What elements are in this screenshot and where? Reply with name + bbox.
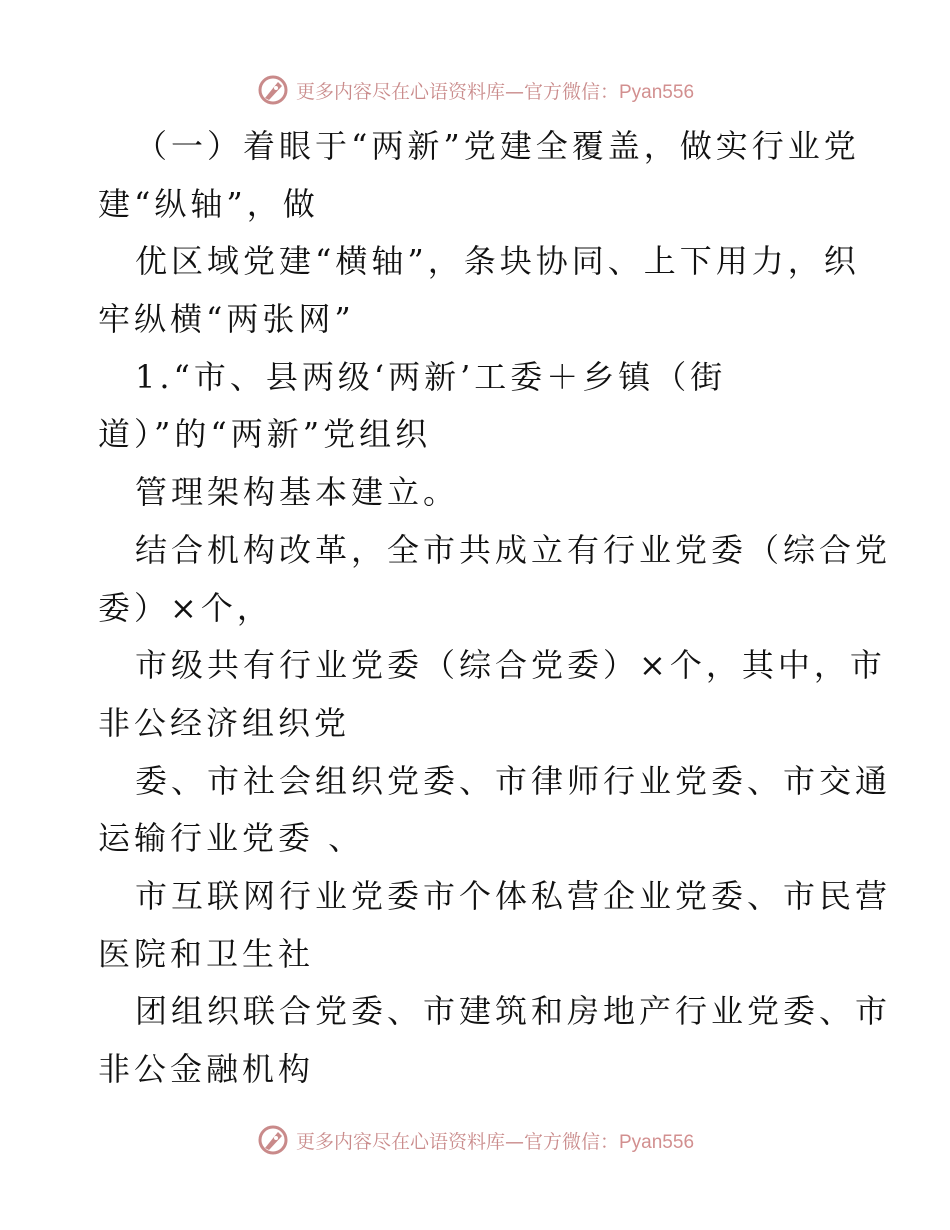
watermark-text — [296, 77, 694, 104]
text-line: 委）×个， — [98, 588, 273, 627]
watermark-wechat-id: Pyan556 — [619, 1131, 695, 1153]
text-line: 1.“市、县两级‘两新’工委＋乡镇（街 — [135, 357, 727, 396]
text-line: （一）着眼于“两新”党建全覆盖，做实行业党 — [135, 127, 860, 165]
text-line: 管理架构基本建立。 — [135, 473, 460, 512]
text-line: 医院和卫生社 — [98, 934, 315, 973]
watermark-label: 更多内容尽在心语资料库—官方微信： — [295, 80, 619, 103]
document-body — [98, 118, 892, 1099]
watermark-text — [296, 1127, 694, 1154]
watermark-wechat-id: Pyan556 — [619, 81, 695, 103]
text-line: 运输行业党委 、 — [98, 819, 365, 858]
text-line: 牢纵横“两张网” — [98, 300, 355, 339]
text-line: 非公金融机构 — [98, 1050, 315, 1088]
text-line: 道）”的“两新”党组织 — [98, 415, 432, 454]
text-line: 优区域党建“横轴”，条块协同、上下用力，织 — [135, 242, 860, 281]
text-line: 市互联网行业党委市个体私营企业党委、市民营 — [135, 876, 892, 915]
text-line: 团组织联合党委、市建筑和房地产行业党委、市 — [135, 992, 892, 1031]
header-watermark — [0, 70, 950, 110]
text-line: 非公经济组织党 — [98, 703, 351, 742]
text-line: 建“纵轴”，做 — [98, 184, 319, 223]
footer-watermark — [0, 1120, 950, 1160]
text-line: 结合机构改革，全市共成立有行业党委（综合党 — [135, 530, 892, 569]
watermark-label: 更多内容尽在心语资料库—官方微信： — [295, 1130, 619, 1153]
pen-nib-logo-icon — [256, 73, 290, 107]
text-line: 市级共有行业党委（综合党委）×个，其中，市 — [135, 646, 886, 685]
text-line: 委、市社会组织党委、市律师行业党委、市交通 — [135, 761, 892, 800]
pen-nib-logo-icon — [256, 1123, 290, 1157]
